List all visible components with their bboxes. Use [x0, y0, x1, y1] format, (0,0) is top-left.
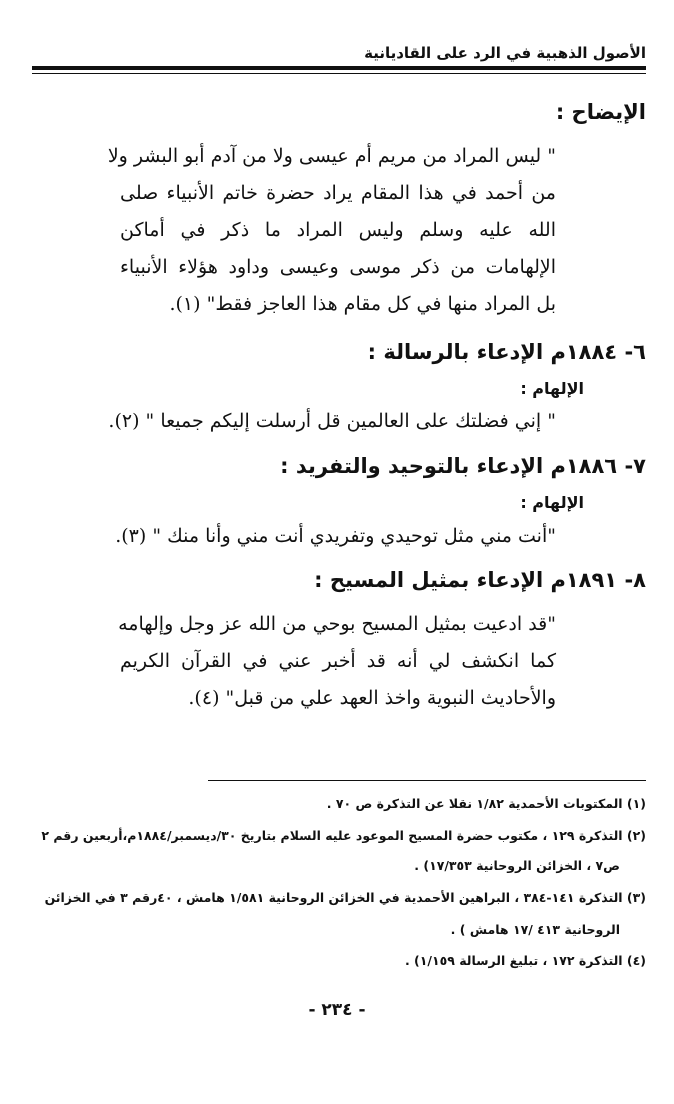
heading-claim-tawhid: ٧- ١٨٨٦م الإدعاء بالتوحيد والتفريد : — [280, 454, 646, 478]
heading-claim-messengership: ٦- ١٨٨٤م الإدعاء بالرسالة : — [367, 340, 646, 364]
clarification-line-2: من أحمد في هذا المقام يراد حضرة خاتم الأنبياء صلى — [120, 182, 556, 204]
subheading-inspiration-7: الإلهام : — [520, 493, 584, 512]
page-number: - ٢٣٤ - — [308, 1000, 366, 1020]
inspiration-6-text: " إني فضلتك على العالمين قل أرسلت إليكم جميعا " (٢). — [108, 410, 556, 432]
subheading-inspiration-6: الإلهام : — [520, 379, 584, 398]
header-rule-thin — [32, 73, 646, 74]
clarification-line-1: " ليس المراد من مريم أم عيسى ولا من آدم أبو البشر ولا — [107, 145, 556, 167]
clarification-line-4: الإلهامات من ذكر موسى وعيسى وداود هؤلاء الأنبياء — [120, 256, 556, 278]
heading-clarification: الإيضاح : — [555, 100, 646, 124]
heading-claim-messiah-likeness: ٨- ١٨٩١م الإدعاء بمثيل المسيح : — [314, 568, 646, 592]
clarification-line-5: بل المراد منها في كل مقام هذا العاجز فقط" (١). — [169, 293, 556, 315]
footnote-2-continued: ص٧ ، الخزائن الروحانية ١٧/٣٥٣) . — [414, 858, 620, 873]
footnote-3: (٣) التذكرة ١٤١-٣٨٤ ، البراهين الأحمدية في الخزائن الروحانية ١/٥٨١ هامش ، ٤٠رقم ٣ في الخزائن — [44, 890, 646, 905]
clarification-line-3: الله عليه وسلم وليس المراد ما ذكر في أماكن — [120, 219, 556, 241]
footnote-4: (٤) التذكرة ١٧٢ ، تبليغ الرسالة ١/١٥٩) . — [404, 953, 646, 968]
footnote-3-continued: الروحانية ٤١٣ /١٧ هامش ) . — [450, 922, 620, 937]
footnote-1: (١) المكتوبات الأحمدية ١/٨٢ نقلا عن التذكرة ص ٧٠ . — [326, 796, 646, 811]
messiah-line-1: "قد ادعيت بمثيل المسيح بوحي من الله عز وجل وإلهامه — [118, 613, 556, 635]
running-header-title: الأصول الذهبية في الرد على القاديانية — [364, 44, 646, 62]
footnote-2: (٢) التذكرة ١٢٩ ، مكتوب حضرة المسيح الموعود عليه السلام بتاريخ ٣٠/ديسمبر/١٨٨٤م،أربعين رقم ٢ — [41, 828, 646, 843]
inspiration-7-text: "أنت مني مثل توحيدي وتفريدي أنت مني وأنا منك " (٣). — [115, 525, 556, 547]
header-rule-thick — [32, 66, 646, 70]
footnote-separator — [208, 780, 646, 781]
messiah-line-3: والأحاديث النبوية واخذ العهد علي من قبل" (٤). — [188, 687, 556, 709]
messiah-line-2: كما انكشف لي أنه قد أخبر عني في القرآن الكريم — [120, 650, 556, 672]
